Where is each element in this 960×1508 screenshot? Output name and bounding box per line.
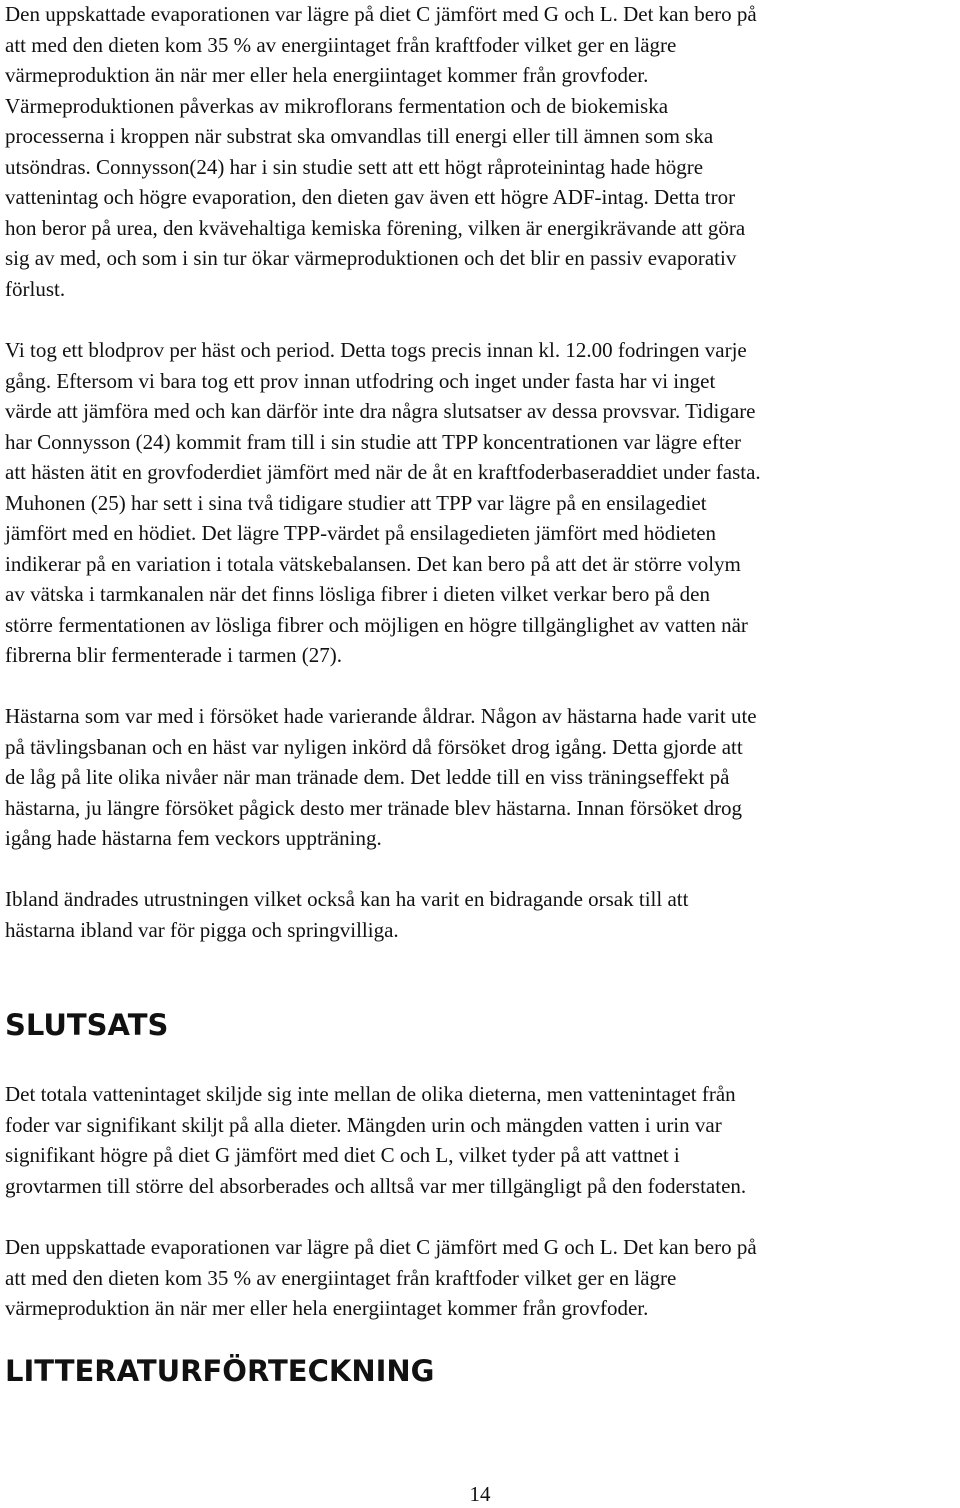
paragraph-equipment: Ibland ändrades utrustningen vilket också kan ha varit en bidragande orsak till att hästarna ibland var för pigga och springvilliga. xyxy=(5,887,689,942)
paragraph-conclusion-evaporation: Den uppskattade evaporationen var lägre på diet C jämfört med G och L. Det kan bero på att med den dieten kom 35 % av energiintaget från kraftfoder vilket ger en lägre värmeproduktion än när mer eller hela energiintaget kommer från grovfoder. xyxy=(5,1235,757,1320)
paragraph-evaporation: Den uppskattade evaporationen var lägre på diet C jämfört med G och L. Det kan bero på att med den dieten kom 35 % av energiintaget från kraftfoder vilket ger en lägre värmeproduktion än när mer eller hela energiintaget kommer från grovfoder. Värmeproduktionen påverkas av mikroflorans fermentation och de biokemiska processerna i kroppen när substrat ska omvandlas till energi eller till ämnen som ska utsöndras. Connysson(24) har i sin studie sett att ett högt råproteinintag hade högre vattenintag och högre evaporation, den dieten gav även ett högre ADF-intag. Detta tror hon beror på urea, den kvävehaltiga kemiska förening, vilken är energikrävande att göra sig av med, och som i sin tur ökar värmeproduktionen och det blir en passiv evaporativ förlust. xyxy=(5,2,757,301)
paragraph-horse-ages: Hästarna som var med i försöket hade varierande åldrar. Någon av hästarna hade varit ute på tävlingsbanan och en häst var nyligen inkörd då försöket drog igång. Detta gjorde att de låg på lite olika nivåer när man tränade dem. Det ledde till en viss träningseffekt på hästarna, ju längre försöket pågick desto mer tränade blev hästarna. Innan försöket drog igång hade hästarna fem veckors uppträning. xyxy=(5,704,757,850)
section-heading-references: LITTERATURFÖRTECKNING xyxy=(5,1354,435,1388)
paragraph-conclusion-water-intake: Det totala vattenintaget skiljde sig inte mellan de olika dieterna, men vattenintaget från foder var signifikant skiljt på alla dieter. Mängden urin och mängden vatten i urin var signifikant högre på diet G jämfört med diet C och L, vilket tyder på att vattnet i grovtarmen till större del absorberades och alltså var mer tillgängligt på den foderstaten. xyxy=(5,1082,747,1198)
paragraph-blood-samples: Vi tog ett blodprov per häst och period. Detta togs precis innan kl. 12.00 fodringen varje gång. Eftersom vi bara tog ett prov innan utfodring och inget under fasta har vi inget värde att jämföra med och kan därför inte dra några slutsatser av dessa provsvar. Tidigare har Connysson (24) kommit fram till i sin studie att TPP koncentrationen var lägre efter att hästen ätit en grovfoderdiet jämfört med när de åt en kraftfoderbaseraddiet under fasta. Muhonen (25) har sett i sina två tidigare studier att TPP var lägre på en ensilagediet jämfört med en hödiet. Det lägre TPP-värdet på ensilagedieten jämfört med hödieten indikerar på en variation i totala vätskebalansen. Det kan bero på att det är större volym av vätska i tarmkanalen när det finns lösliga fibrer i dieten vilket verkar bero på den större fermentationen av lösliga fibrer och möjligen en högre tillgänglighet av vatten när fibrerna blir fermenterade i tarmen (27). xyxy=(5,338,761,667)
page-number: 14 xyxy=(469,1482,491,1506)
section-heading-slutsats: SLUTSATS xyxy=(5,1008,169,1042)
